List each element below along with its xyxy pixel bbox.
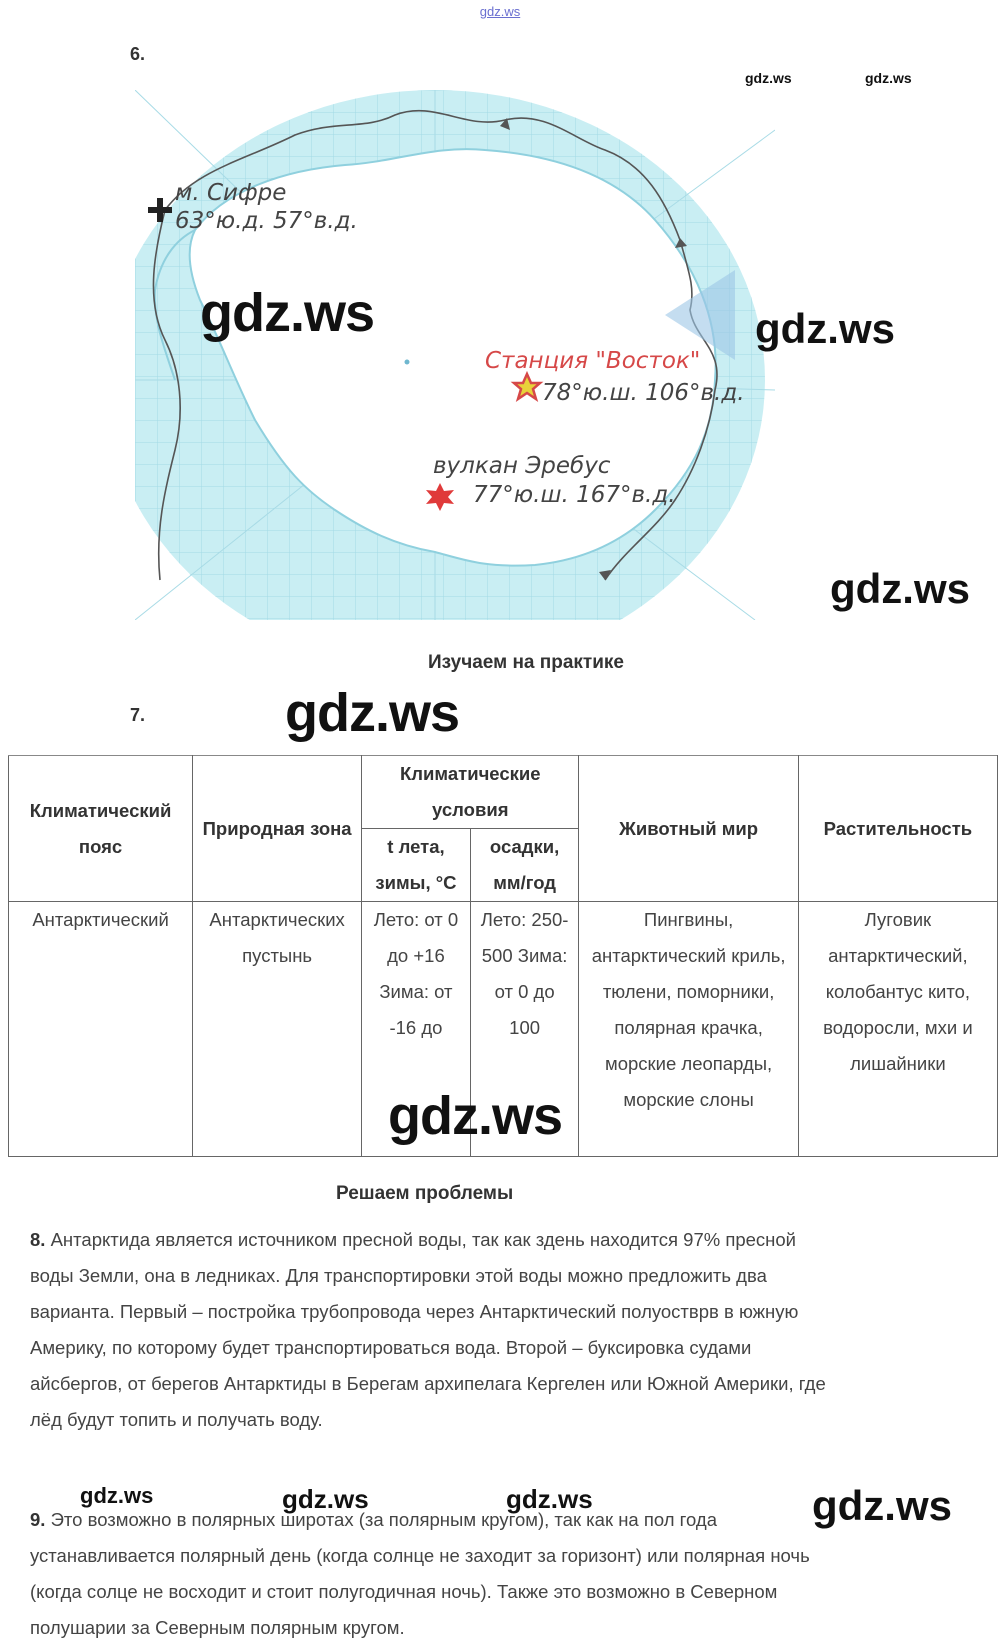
table-header-row: [9, 756, 998, 829]
antarctica-map: [135, 90, 775, 620]
watermark: gdz.ws: [285, 683, 460, 743]
header-climate: Климатические условия: [362, 756, 579, 829]
section-title-practice: Изучаем на практике: [428, 652, 624, 673]
header-fauna: Животный мир: [579, 756, 798, 902]
watermark: gdz.ws: [812, 1482, 953, 1529]
cell-zone: Антарктических пустынь: [193, 902, 362, 1157]
header-zone: Природная зона: [193, 756, 362, 902]
cell-precip: Лето: 250-500 Зима: от 0 до 100: [470, 902, 579, 1157]
volcano-name-label: вулкан Эребус: [433, 453, 611, 479]
watermark: gdz.ws: [865, 70, 912, 86]
task-9-text: Это возможно в полярных широтах (за полярным кругом), так как на пол года устанавливается полярный день (когда солнце не заходит за горизонт) или полярная ночь (когда солце не восходит и стоит полугодичная ночь). Также это возможно в Северном полушарии за Северным полярным кругом.: [30, 1509, 810, 1638]
section-title-problems: Решаем проблемы: [336, 1183, 514, 1204]
header-temp: t лета, зимы, °С: [362, 829, 471, 902]
task-8-text: Антарктида является источником пресной воды, так как здень находится 97% пресной воды Земли, она в ледниках. Для транспортировки этой воды можно предложить два варианта. Первый – постройка трубопровода через Антарктический полуостврв в южную Америку, по которому будет транспортироваться вода. Второй – буксировка судами айсбергов, от берегов Антарктиды в Берегам архипелага Кергелен или Южной Америки, где лёд будут топить и получать воду.: [30, 1229, 826, 1430]
task-8-number: 8.: [30, 1229, 46, 1250]
watermark: gdz.ws: [506, 1484, 593, 1514]
watermark: gdz.ws: [80, 1483, 154, 1508]
header-precip: осадки, мм/год: [470, 829, 579, 902]
task-9-number: 9.: [30, 1509, 46, 1530]
task-9-paragraph: [30, 1502, 810, 1646]
watermark: gdz.ws: [200, 283, 375, 343]
station-coords-label: 78°ю.ш. 106°в.д.: [542, 380, 745, 406]
cell-temp: Лето: от 0 до +16 Зима: от -16 до: [362, 902, 471, 1157]
header-flora: Растительность: [798, 756, 997, 902]
cell-belt: Антарктический: [9, 902, 193, 1157]
task-7-number: 7.: [130, 705, 146, 725]
watermark: gdz.ws: [745, 70, 792, 86]
watermark: gdz.ws: [830, 565, 971, 612]
cell-fauna: Пингвины, антарктический криль, тюлени, поморники, полярная крачка, морские леопарды, морские слоны: [579, 902, 798, 1157]
station-name-label: Станция "Восток": [485, 348, 701, 374]
volcano-coords-label: 77°ю.ш. 167°в.д.: [473, 482, 676, 508]
watermark: gdz.ws: [388, 1086, 563, 1146]
cape-name-label: м. Сифре: [175, 180, 287, 206]
cell-flora: Луговик антарктический, колобантус кито, водоросли, мхи и лишайники: [798, 902, 997, 1157]
task-8-paragraph: [30, 1222, 830, 1438]
cape-coords-label: 63°ю.д. 57°в.д.: [175, 208, 358, 234]
watermark: gdz.ws: [282, 1484, 369, 1514]
top-watermark-link[interactable]: gdz.ws: [479, 4, 521, 19]
task-6-number: 6.: [130, 44, 146, 64]
watermark: gdz.ws: [755, 305, 896, 352]
header-belt: Климатический пояс: [9, 756, 193, 902]
